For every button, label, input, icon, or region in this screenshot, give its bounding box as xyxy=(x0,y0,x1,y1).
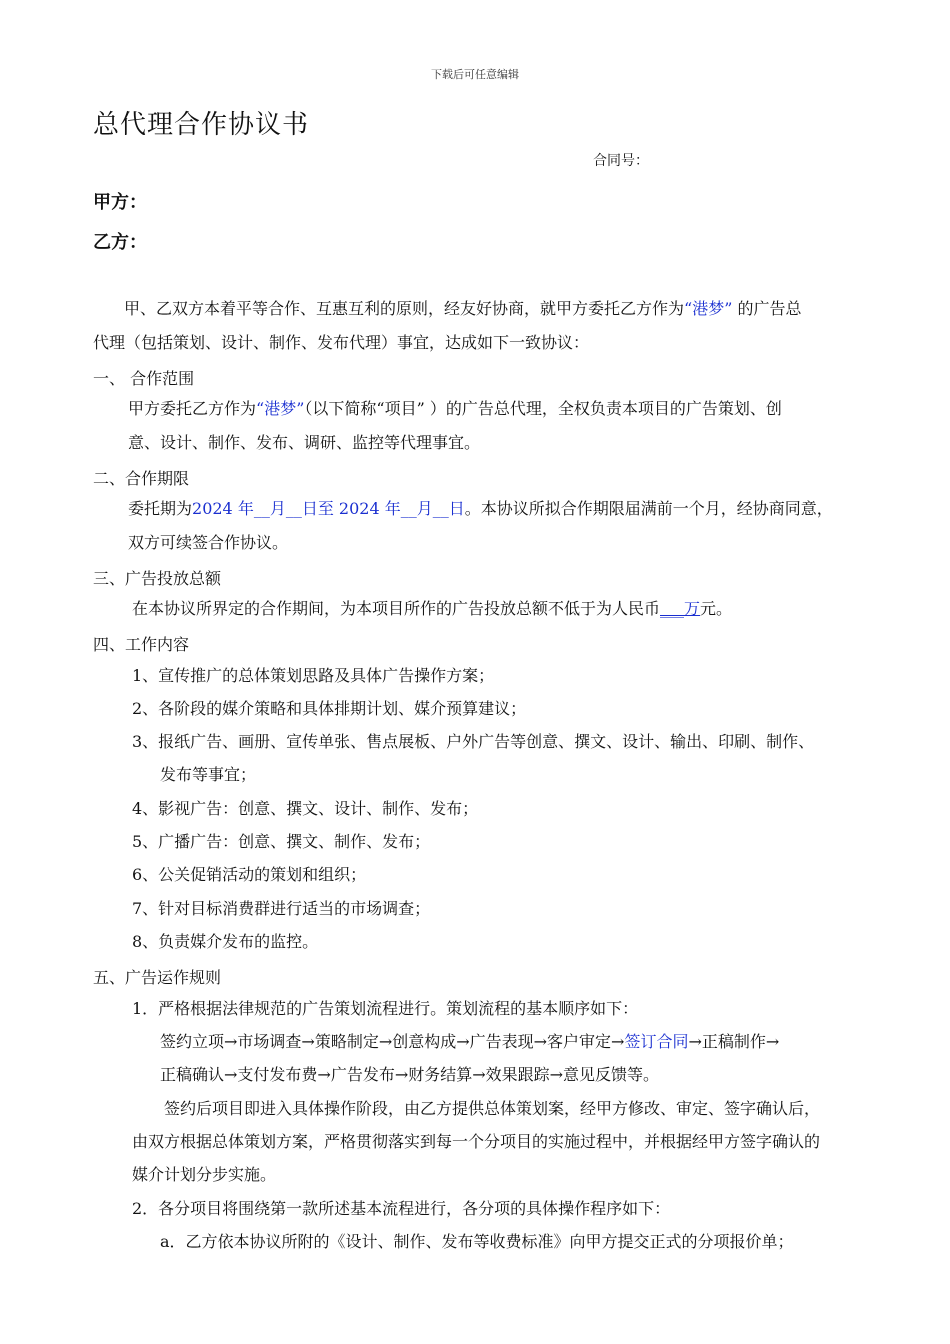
flow-line-2: 正稿确认→支付发布费→广告发布→财务结算→效果跟踪→意见反馈等。 xyxy=(160,1065,660,1084)
section-heading-amount: 三、广告投放总额 xyxy=(93,569,222,588)
party-a-label: 甲方： xyxy=(93,192,147,213)
project-name: “港梦” xyxy=(256,399,305,418)
rule-2: 2．各分项目将围绕第一款所述基本流程进行，各分项的具体操作程序如下： xyxy=(132,1199,671,1218)
header-note: 下载后可任意编辑 xyxy=(431,68,519,81)
intro-text: 甲、乙双方本着平等合作、互惠互利的原则，经友好协商，就甲方委托乙方作为 xyxy=(124,299,685,318)
term-line-1 xyxy=(128,499,833,519)
term-text: 。本协议所拟合作期限届满前一个月，经协商同意， xyxy=(464,499,833,518)
term-line-2: 双方可续签合作协议。 xyxy=(128,533,289,552)
term-end-year: 2024 年 xyxy=(333,499,401,518)
intro-text: 的广告总 xyxy=(732,299,802,318)
work-item: 7、针对目标消费群进行适当的市场调查； xyxy=(132,899,431,918)
section-heading-scope: 一、 合作范围 xyxy=(93,369,195,388)
project-name: “港梦” xyxy=(684,299,733,318)
amount-blank: ___万 xyxy=(660,599,701,618)
scope-line-2: 意、设计、制作、发布、调研、监控等代理事宜。 xyxy=(128,433,481,452)
rules-paragraph-line: 签约后项目即进入具体操作阶段，由乙方提供总体策划案，经甲方修改、审定、签字确认后， xyxy=(164,1099,821,1118)
rules-paragraph-line: 由双方根据总体策划方案，严格贯彻落实到每一个分项目的实施过程中，并根据经甲方签字确认的 xyxy=(132,1132,821,1151)
work-item: 2、各阶段的媒介策略和具体排期计划、媒介预算建议； xyxy=(132,699,527,718)
flow-text: 签约立项→市场调查→策略制定→创意构成→广告表现→客户审定→ xyxy=(160,1032,625,1051)
term-start-year: 2024 年 xyxy=(192,499,254,518)
term-text: 委托期为 xyxy=(128,499,193,518)
flow-line-1 xyxy=(160,1032,779,1052)
work-item: 发布等事宜； xyxy=(160,765,257,784)
section-heading-term: 二、合作期限 xyxy=(93,469,190,488)
rule-1: 1．严格根据法律规范的广告策划流程进行。策划流程的基本顺序如下： xyxy=(132,999,639,1018)
term-start-date: __月__日至 xyxy=(253,499,334,518)
amount-text: 元。 xyxy=(700,599,733,618)
scope-text: 甲方委托乙方作为 xyxy=(128,399,257,418)
scope-text: （以下简称“项目” ）的广告总代理，全权负责本项目的广告策划、创 xyxy=(304,399,782,418)
intro-line-1 xyxy=(124,299,801,319)
work-item: 6、公关促销活动的策划和组织； xyxy=(132,865,367,884)
amount-text: 在本协议所界定的合作期间，为本项目所作的广告投放总额不低于为人民币 xyxy=(132,599,661,618)
work-item: 1、宣传推广的总体策划思路及具体广告操作方案； xyxy=(132,666,495,685)
intro-line-2: 代理（包括策划、设计、制作、发布代理）事宜，达成如下一致协议： xyxy=(93,333,590,352)
rules-paragraph-line: 媒介计划分步实施。 xyxy=(132,1165,277,1184)
contract-number-label: 合同号： xyxy=(593,153,649,169)
flow-text: →正稿制作→ xyxy=(688,1032,780,1051)
sign-contract-link[interactable]: 签订合同 xyxy=(624,1032,689,1051)
party-b-label: 乙方： xyxy=(93,232,147,253)
page-title: 总代理合作协议书 xyxy=(93,110,310,140)
work-item: 5、广播广告：创意、撰文、制作、发布； xyxy=(132,832,431,851)
section-heading-rules: 五、广告运作规则 xyxy=(93,968,222,987)
section-heading-work: 四、工作内容 xyxy=(93,635,190,654)
amount-line xyxy=(132,599,732,619)
work-item: 4、影视广告：创意、撰文、设计、制作、发布； xyxy=(132,799,479,818)
term-end-date: __月__日 xyxy=(400,499,465,518)
work-item: 3、报纸广告、画册、宣传单张、售点展板、户外广告等创意、撰文、设计、输出、印刷、制作、 xyxy=(132,732,815,751)
work-item: 8、负责媒介发布的监控。 xyxy=(132,932,319,951)
scope-line-1 xyxy=(128,399,782,419)
rule-2a: a．乙方依本协议所附的《设计、制作、发布等收费标准》向甲方提交正式的分项报价单； xyxy=(160,1232,794,1251)
